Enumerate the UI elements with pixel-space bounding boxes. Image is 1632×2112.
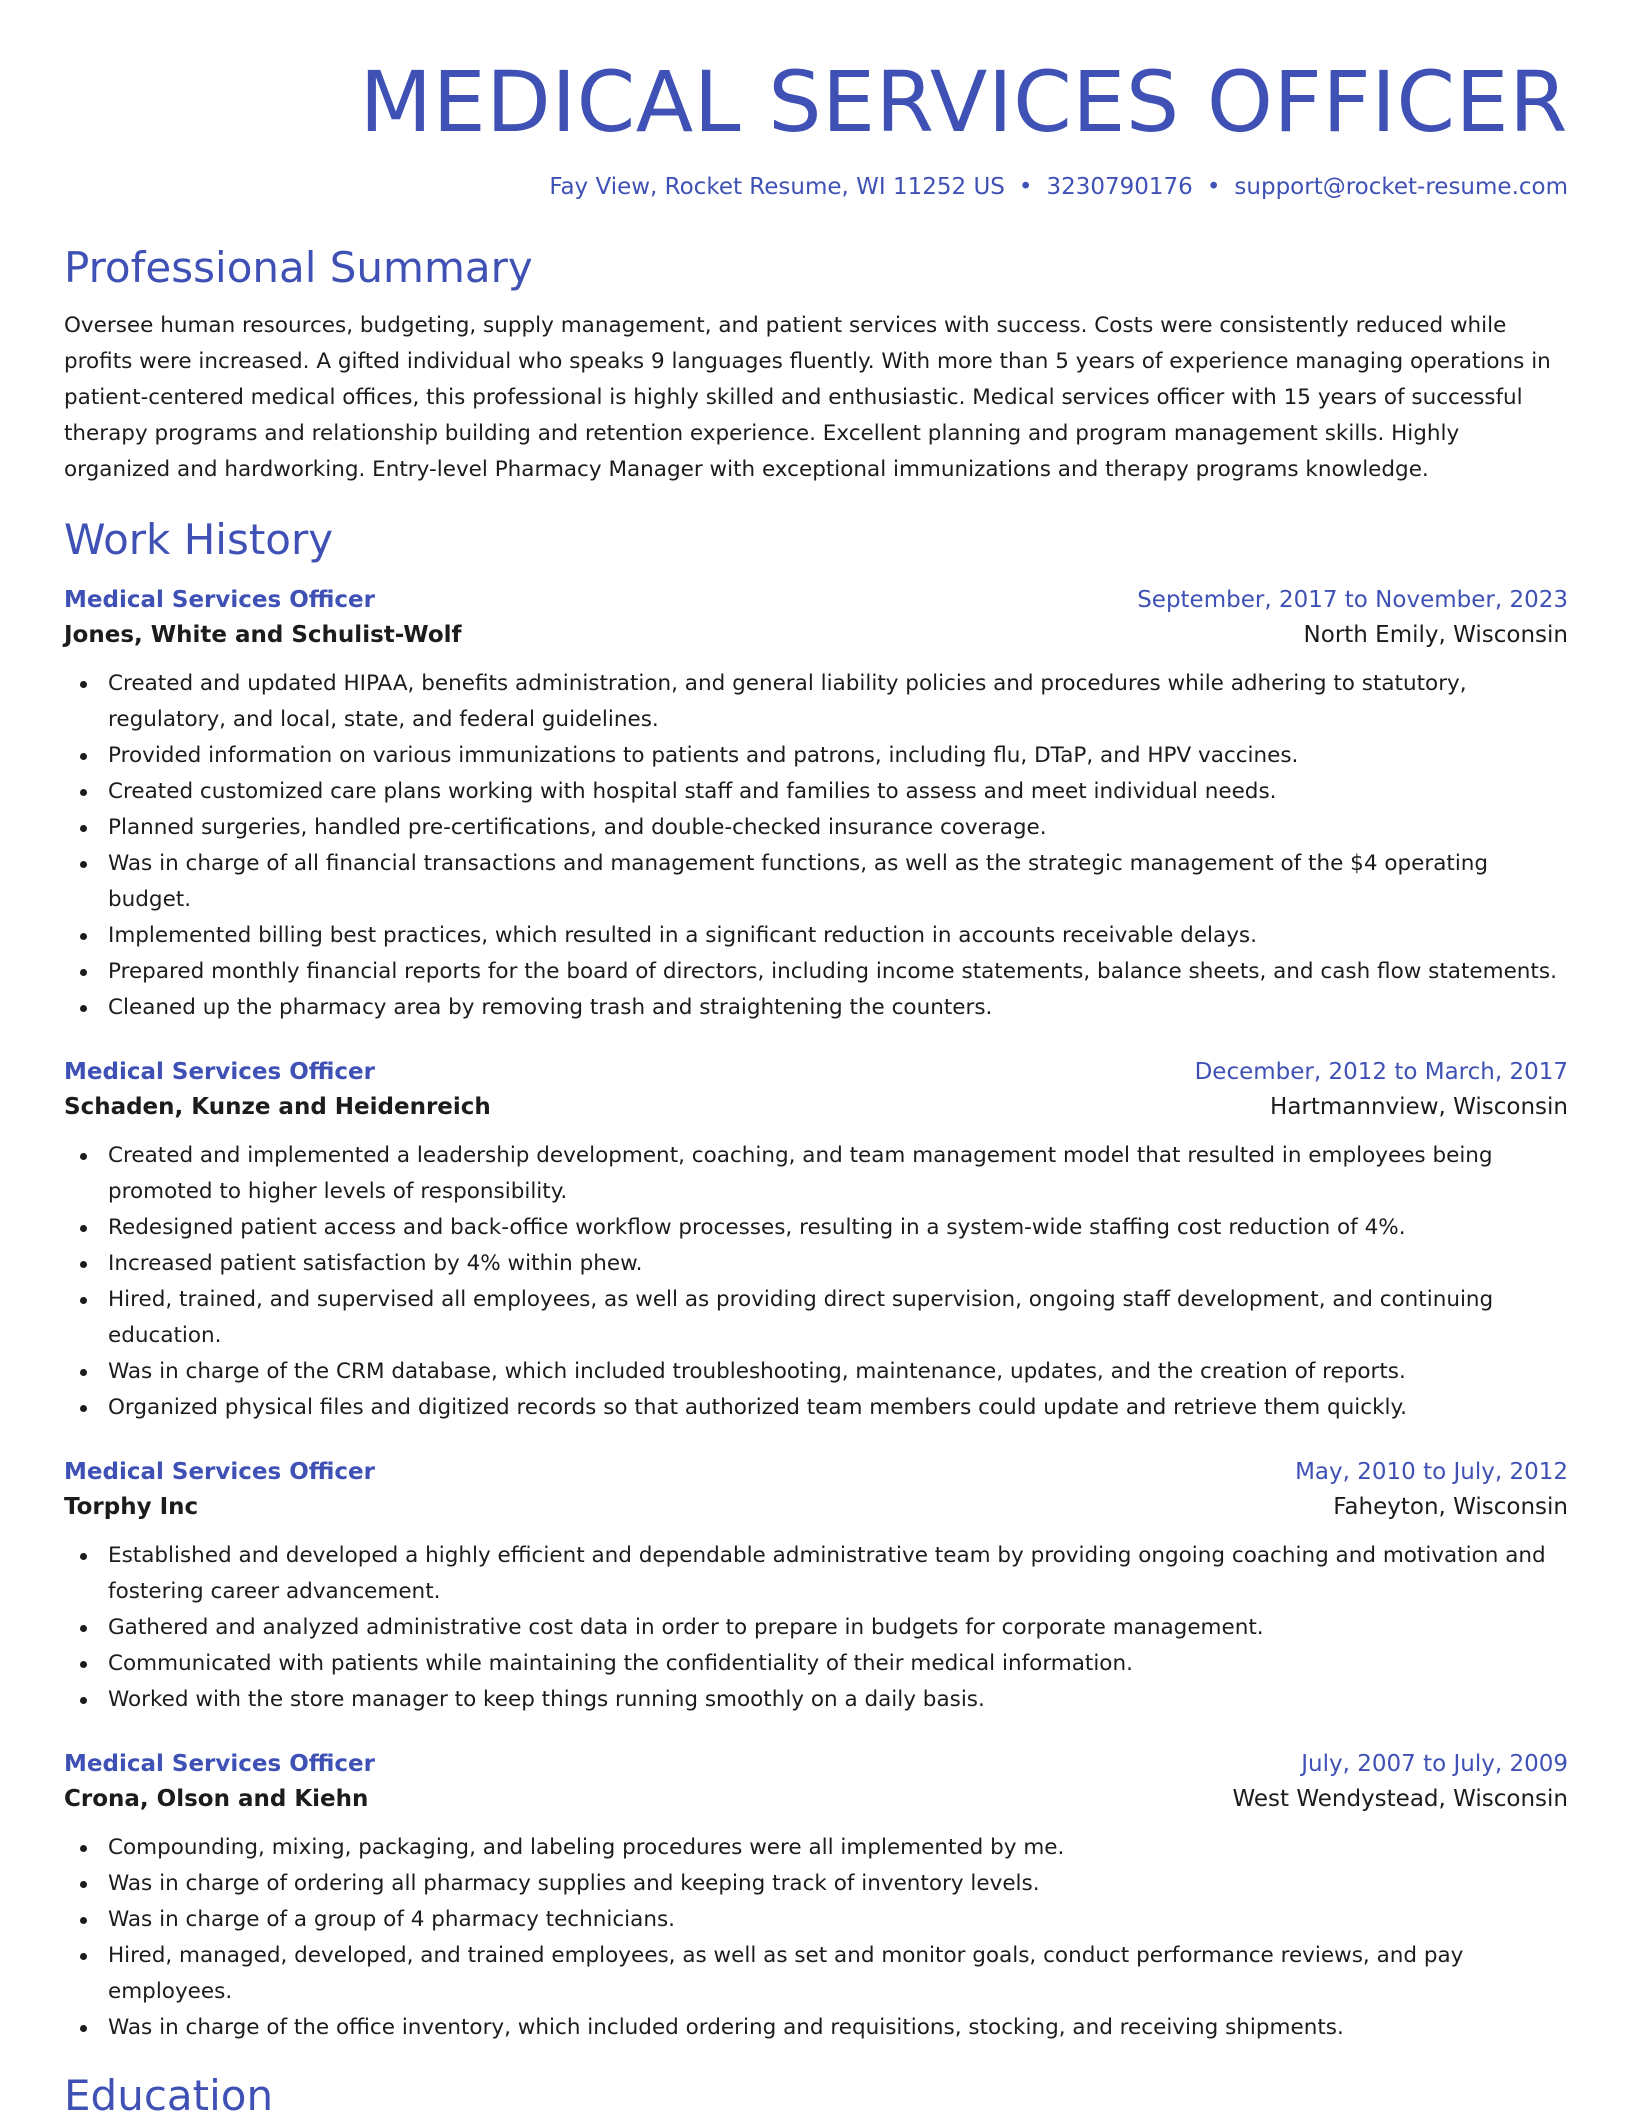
job-company-row <box>64 1780 1568 1818</box>
job-bullet-list <box>64 1138 1568 1426</box>
job-bullet: Established and developed a highly efficient and dependable administrative team by providing ongoing coaching and motivation and fostering career advancement. <box>64 1538 1568 1610</box>
job-bullet: Planned surgeries, handled pre-certifications, and double-checked insurance coverage. <box>64 810 1568 846</box>
job-company-row <box>64 616 1568 654</box>
job-company: Crona, Olson and Kiehn <box>64 1786 369 1812</box>
job-entry <box>64 1748 1568 2046</box>
education-section <box>64 2070 1568 2112</box>
contact-address: Fay View, Rocket Resume, WI 11252 US <box>549 174 1005 200</box>
section-title-work-history: Work History <box>64 515 334 564</box>
job-heading-row <box>64 1056 1568 1088</box>
job-bullet: Was in charge of a group of 4 pharmacy technicians. <box>64 1902 1568 1938</box>
job-title: Medical Services Officer <box>64 1751 375 1777</box>
job-bullet: Compounding, mixing, packaging, and labeling procedures were all implemented by me. <box>64 1830 1568 1866</box>
job-company: Torphy Inc <box>64 1494 199 1520</box>
job-entry <box>64 1456 1568 1718</box>
job-company-row <box>64 1088 1568 1126</box>
job-location: Faheyton, Wisconsin <box>1333 1494 1568 1520</box>
job-dates: September, 2017 to November, 2023 <box>1137 587 1568 613</box>
job-dates: December, 2012 to March, 2017 <box>1194 1059 1568 1085</box>
job-bullet-list <box>64 1538 1568 1718</box>
contact-phone: 3230790176 <box>1046 174 1193 200</box>
job-location: Hartmannview, Wisconsin <box>1270 1094 1568 1120</box>
contact-email: support@rocket-resume.com <box>1234 174 1568 200</box>
job-bullet: Was in charge of the CRM database, which included troubleshooting, maintenance, updates, and the creation of reports. <box>64 1354 1568 1390</box>
job-bullet: Hired, trained, and supervised all employees, as well as providing direct supervision, ongoing staff development, and continuing education. <box>64 1282 1568 1354</box>
job-company: Schaden, Kunze and Heidenreich <box>64 1094 491 1120</box>
job-bullet: Redesigned patient access and back-office workflow processes, resulting in a system-wide staffing cost reduction of 4%. <box>64 1210 1568 1246</box>
job-heading-row <box>64 584 1568 616</box>
job-list <box>64 584 1568 2046</box>
job-bullet: Created and updated HIPAA, benefits administration, and general liability policies and procedures while adhering to statutory, regulatory, and local, state, and federal guidelines. <box>64 666 1568 738</box>
job-location: North Emily, Wisconsin <box>1303 622 1568 648</box>
job-bullet: Gathered and analyzed administrative cost data in order to prepare in budgets for corporate management. <box>64 1610 1568 1646</box>
job-entry <box>64 584 1568 1026</box>
job-bullet: Organized physical files and digitized records so that authorized team members could update and retrieve them quickly. <box>64 1390 1568 1426</box>
job-title: Medical Services Officer <box>64 1059 375 1085</box>
job-dates: May, 2010 to July, 2012 <box>1295 1459 1568 1485</box>
job-company-row <box>64 1488 1568 1526</box>
summary-paragraph: Oversee human resources, budgeting, supply management, and patient services with success. Costs were consistently reduced while profits were increased. A gifted individual who speaks 9 languages fluently. With more than 5 years of experience managing operations in patient-centered medical offices, this professional is highly skilled and enthusiastic. Medical services officer with 15 years of successful therapy programs and relationship building and retention experience. Excellent planning and program management skills. Highly organized and hardworking. Entry-level Pharmacy Manager with exceptional immunizations and therapy programs knowledge. <box>64 313 1551 482</box>
contact-line <box>64 172 1568 202</box>
resume-header <box>64 0 1568 202</box>
job-bullet: Was in charge of ordering all pharmacy supplies and keeping track of inventory levels. <box>64 1866 1568 1902</box>
job-bullet: Prepared monthly financial reports for the board of directors, including income statements, balance sheets, and cash flow statements. <box>64 954 1568 990</box>
job-bullet: Created and implemented a leadership development, coaching, and team management model that resulted in employees being promoted to higher levels of responsibility. <box>64 1138 1568 1210</box>
job-location: West Wendystead, Wisconsin <box>1232 1786 1568 1812</box>
job-dates: July, 2007 to July, 2009 <box>1301 1751 1568 1777</box>
job-bullet: Communicated with patients while maintaining the confidentiality of their medical information. <box>64 1646 1568 1682</box>
section-title-summary: Professional Summary <box>64 243 533 292</box>
job-heading-row <box>64 1748 1568 1780</box>
job-bullet: Worked with the store manager to keep things running smoothly on a daily basis. <box>64 1682 1568 1718</box>
professional-summary-section <box>64 242 1568 488</box>
work-history-section <box>64 514 1568 2046</box>
job-bullet-list <box>64 1830 1568 2046</box>
section-title-education: Education <box>64 2071 274 2112</box>
job-bullet: Provided information on various immunizations to patients and patrons, including flu, DTaP, and HPV vaccines. <box>64 738 1568 774</box>
separator-dot: • <box>1018 174 1033 200</box>
job-heading-row <box>64 1456 1568 1488</box>
job-bullet: Was in charge of the office inventory, which included ordering and requisitions, stocking, and receiving shipments. <box>64 2010 1568 2046</box>
job-bullet: Cleaned up the pharmacy area by removing trash and straightening the counters. <box>64 990 1568 1026</box>
candidate-name: MEDICAL SERVICES OFFICER <box>359 53 1568 151</box>
job-bullet: Was in charge of all financial transactions and management functions, as well as the strategic management of the $4 operating budget. <box>64 846 1568 918</box>
job-bullet: Implemented billing best practices, which resulted in a significant reduction in accounts receivable delays. <box>64 918 1568 954</box>
job-bullet-list <box>64 666 1568 1026</box>
job-title: Medical Services Officer <box>64 587 375 613</box>
job-bullet: Hired, managed, developed, and trained employees, as well as set and monitor goals, conduct performance reviews, and pay employees. <box>64 1938 1568 2010</box>
job-company: Jones, White and Schulist-Wolf <box>64 622 462 648</box>
separator-dot: • <box>1206 174 1221 200</box>
job-entry <box>64 1056 1568 1426</box>
job-bullet: Created customized care plans working with hospital staff and families to assess and meet individual needs. <box>64 774 1568 810</box>
job-title: Medical Services Officer <box>64 1459 375 1485</box>
job-bullet: Increased patient satisfaction by 4% within phew. <box>64 1246 1568 1282</box>
